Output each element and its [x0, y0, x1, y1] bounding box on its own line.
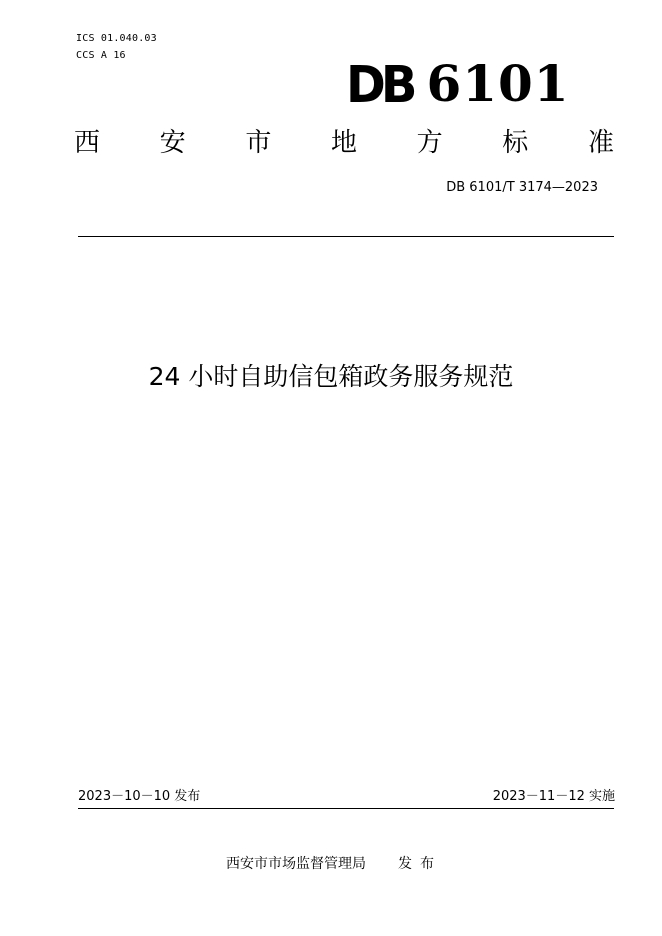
db-logo [346, 54, 570, 115]
issue-date: 2023－10－10 发布 [78, 789, 201, 804]
standard-type-char: 西 [74, 128, 101, 158]
standard-type-char: 准 [587, 128, 614, 158]
implementation-date: 2023－11－12 实施 [492, 789, 615, 804]
ics-code: ICS 01.040.03 [76, 33, 157, 44]
logo-code: 6101 [426, 54, 570, 113]
standard-type-char: 安 [159, 128, 186, 158]
document-title: 24 小时自助信包箱政务服务规范 [148, 362, 514, 391]
standard-type-char: 地 [330, 128, 357, 158]
top-divider [78, 236, 614, 237]
logo-prefix: DB [346, 55, 413, 115]
standard-type-char: 方 [416, 128, 443, 158]
bottom-divider [78, 808, 614, 809]
issuer-name: 西安市市场监督管理局 [226, 856, 366, 872]
standard-type-char: 标 [502, 128, 529, 158]
ccs-code: CCS A 16 [76, 50, 126, 61]
standard-type-char: 市 [245, 128, 272, 158]
standard-type-heading [74, 126, 614, 160]
issuer-action: 发布 [398, 856, 442, 872]
issuer-line [226, 855, 442, 873]
standard-number: DB 6101/T 3174—2023 [446, 180, 598, 195]
